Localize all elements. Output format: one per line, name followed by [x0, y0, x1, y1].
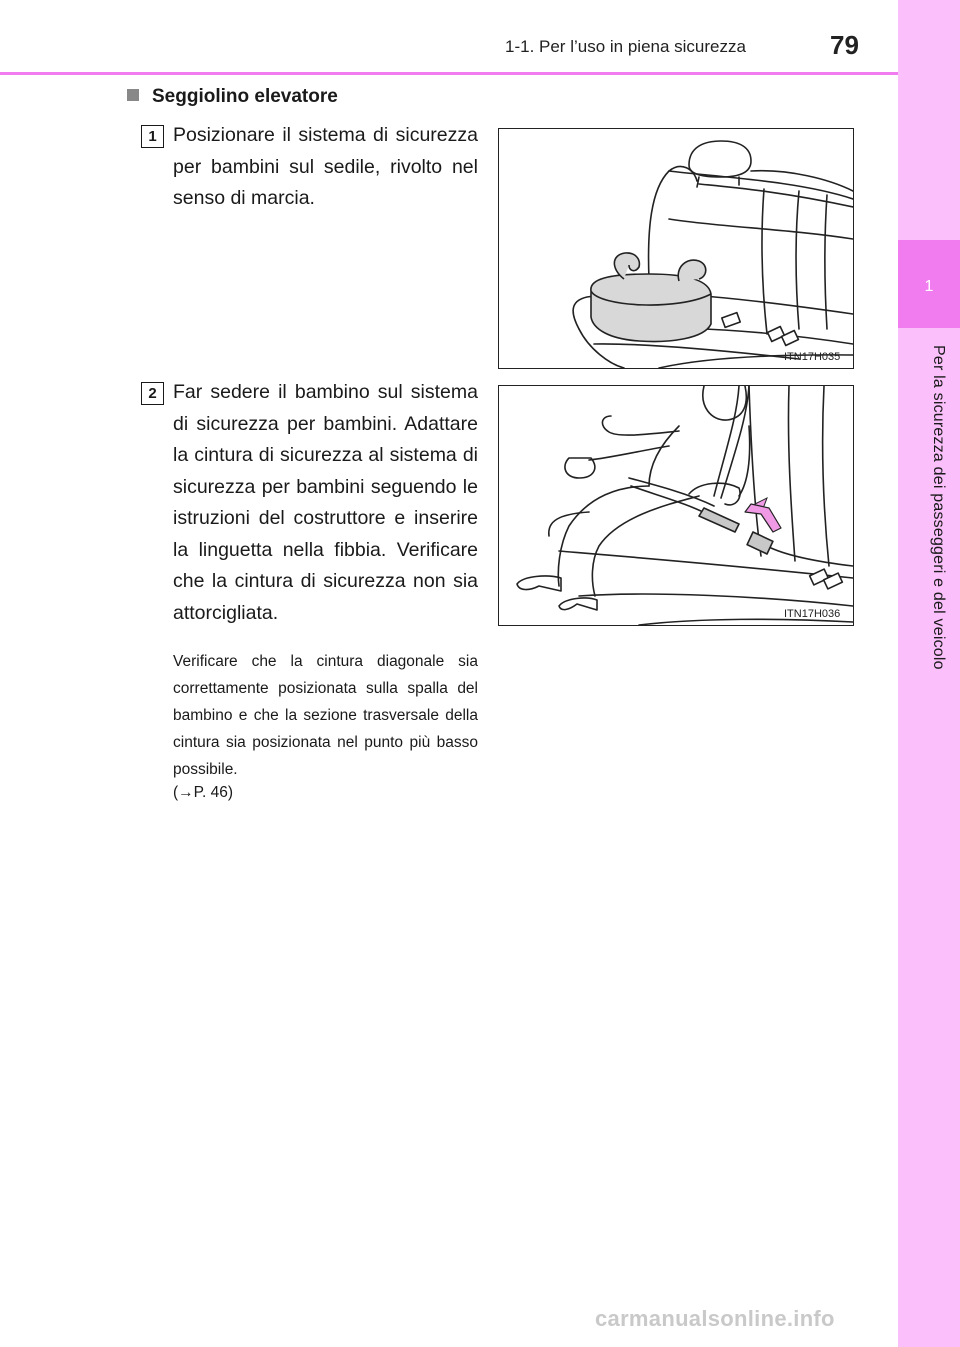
illustration-code-2: ITN17H036 — [784, 608, 841, 620]
page-number: 79 — [830, 30, 859, 60]
chapter-number: 1 — [924, 278, 934, 295]
side-tab-upper — [898, 0, 960, 240]
illustration-child-belted — [498, 385, 854, 626]
step-text-2: Far sedere il bambino sul sistema di sicurezza per bambini. Adattare la cintura di sicurezza al sistema di sicurezza per bambini seguendo le istruzioni del costruttore e inserire la linguetta nella fibbia. Verificare che la cintura di sicurezza non sia attorcigliata. — [173, 381, 478, 624]
step-number-2: 2 — [141, 382, 164, 405]
illustration-code-1: ITN17H035 — [784, 351, 841, 363]
page-reference-link[interactable]: (→P. 46) — [173, 784, 234, 801]
child-belted-drawing — [499, 386, 853, 625]
chapter-tab[interactable] — [898, 240, 960, 328]
step-number-1: 1 — [141, 125, 164, 148]
chapter-title: Per la sicurezza dei passeggeri e del veicolo — [930, 345, 947, 670]
step-text-1: Posizionare il sistema di sicurezza per bambini sul sedile, rivolto nel senso di marcia. — [173, 124, 478, 209]
bullet-square-icon — [127, 89, 139, 101]
illustration-booster-seat — [498, 128, 854, 369]
running-header-title: 1-1. Per l’uso in piena sicurezza — [505, 37, 746, 56]
note-paragraph: Verificare che la cintura diagonale sia correttamente posizionata sulla spalla del bambino e che la sezione trasversale della cintura sia posizionata nel punto più basso possibile. — [173, 653, 478, 778]
header-divider — [0, 72, 898, 75]
section-heading — [127, 86, 338, 108]
section-title: Seggiolino elevatore — [152, 86, 338, 107]
watermark: carmanualsonline.info — [595, 1306, 835, 1331]
booster-seat-drawing — [499, 129, 853, 368]
